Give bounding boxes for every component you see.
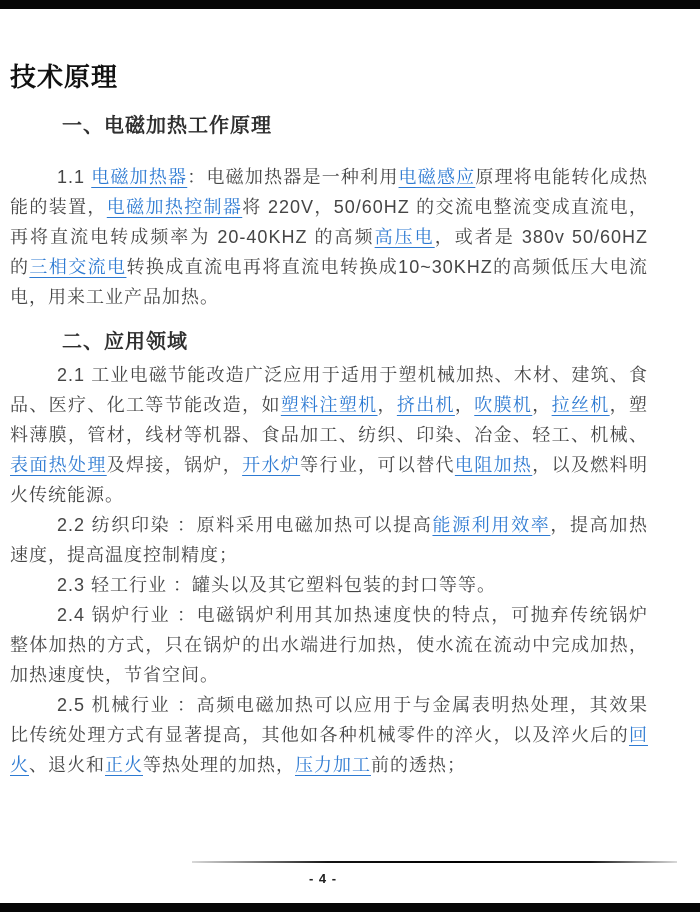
text-run: ，塑料薄膜，管材，线材等机器、食品加工、纺织、印染、冶金、轻工、机械、 [10, 395, 648, 445]
hyperlink[interactable]: 电磁加热器 [91, 167, 188, 187]
text-run: 等行业，可以替代 [300, 455, 455, 475]
hyperlink[interactable]: 电磁感应 [398, 167, 476, 187]
text-run: ，提高加热速度，提高温度控制精度； [10, 515, 649, 565]
text-run: 将 220V，50/60HZ 的交流电整流变成直流电，再将直流电转成频率为 20-40KHZ 的高频 [10, 197, 649, 247]
hyperlink[interactable]: 拉丝机 [551, 395, 610, 415]
hyperlink[interactable]: 电磁加热控制器 [106, 197, 243, 217]
footer-divider-line [192, 861, 677, 863]
text-run: 、退火和 [29, 755, 105, 775]
paragraph-2-1 [10, 360, 648, 510]
hyperlink[interactable]: 吹膜机 [474, 395, 533, 415]
text-run: ：电磁加热器是一种利用 [187, 167, 399, 187]
hyperlink[interactable]: 正火 [105, 755, 143, 775]
document-content [10, 0, 648, 780]
text-run: ， [454, 395, 475, 415]
hyperlink[interactable]: 塑料注塑机 [280, 395, 378, 415]
text-run: 等热处理的加热， [143, 755, 295, 775]
text-run: 原理将电能转化成热能的装置， [10, 167, 649, 217]
paragraph-2-3 [10, 570, 648, 600]
paragraph-2-5 [10, 690, 648, 780]
text-run: 2.5 机械行业 ：高频电磁加热可以应用于与金属表明热处理，其效果比传统处理方式有显著提高，其他如各种机械零件的淬火，以及淬火后的 [10, 695, 648, 745]
page-number: - 4 - [308, 871, 338, 886]
text-run: 前的透热； [371, 755, 466, 775]
text-run: ，以及燃料明火传统能源。 [10, 455, 648, 505]
text-run: 2.3 轻工行业 ：罐头以及其它塑料包装的封口等等。 [57, 575, 497, 595]
text-run: ， [532, 395, 552, 415]
paragraph-1-1 [10, 162, 648, 312]
paragraph-2-2 [10, 510, 648, 570]
hyperlink[interactable]: 开水炉 [242, 455, 301, 475]
text-run: ，或者是 380v 50/60HZ 的 [10, 227, 648, 277]
text-run: 1.1 [57, 167, 92, 187]
text-run: 2.2 纺织印染 ：原料采用电磁加热可以提高 [57, 515, 433, 535]
hyperlink[interactable]: 三相交流电 [29, 257, 127, 277]
text-run: 2.4 锅炉行业 ：电磁锅炉利用其加热速度快的特点，可抛弃传统锅炉整体加热的方式，只在锅炉的出水端进行加热，使水流在流动中完成加热，加热速度快，节省空间。 [10, 605, 648, 685]
page-title: 技术原理 [10, 62, 119, 92]
hyperlink[interactable]: 挤出机 [396, 395, 455, 415]
text-run: 转换成直流电再将直流电转换成10~30KHZ的高频低压大电流电，用来工业产品加热。 [10, 257, 649, 307]
hyperlink[interactable]: 能源利用效率 [432, 515, 551, 535]
hyperlink[interactable]: 高压电 [374, 227, 435, 247]
text-run: 2.1 工业电磁节能改造广泛应用于适用于塑机械加热、木材、建筑、食品、医疗、化工等节能改造，如 [10, 365, 648, 415]
hyperlink[interactable]: 回火 [10, 725, 648, 775]
hyperlink[interactable]: 表面热处理 [10, 455, 107, 475]
bottom-edge-bar [0, 903, 700, 912]
hyperlink[interactable]: 电阻加热 [454, 455, 533, 475]
section-heading-2: 二、应用领域 [62, 331, 188, 353]
paragraph-2-4 [10, 600, 648, 690]
section-heading-1: 一、电磁加热工作原理 [62, 115, 272, 137]
text-run: ， [377, 395, 397, 415]
hyperlink[interactable]: 压力加工 [295, 755, 371, 775]
text-run: 及焊接，锅炉， [106, 455, 243, 475]
